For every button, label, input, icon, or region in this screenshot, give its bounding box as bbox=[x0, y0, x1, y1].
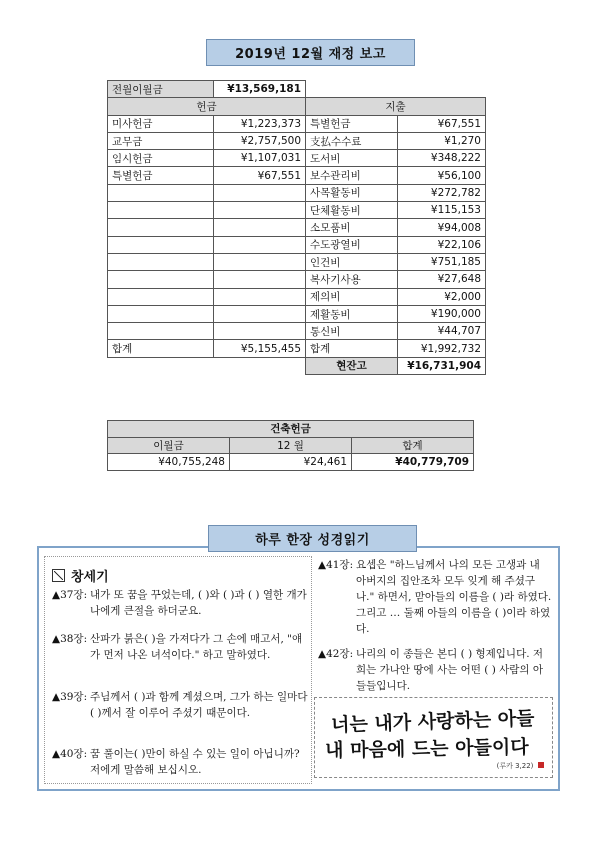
verse-label: ▲37장: bbox=[52, 589, 88, 601]
expense-label: 보수관리비 bbox=[306, 167, 398, 184]
building-value-month: ¥24,461 bbox=[230, 454, 352, 471]
income-value: ¥1,107,031 bbox=[214, 150, 306, 167]
calligraphy-art bbox=[315, 698, 550, 775]
empty-cell bbox=[214, 219, 306, 236]
expense-label: 제활동비 bbox=[306, 305, 398, 322]
building-header-carryover: 이월금 bbox=[108, 437, 230, 454]
empty-cell bbox=[108, 184, 214, 201]
verse-text: 내가 또 꿈을 꾸었는데, ( )와 ( )과 ( ) 열한 개가 나에게 큰절을 하더군요. bbox=[90, 589, 307, 617]
table-row bbox=[108, 305, 486, 322]
empty-cell bbox=[108, 219, 214, 236]
verse-item bbox=[318, 646, 552, 694]
income-value: ¥2,757,500 bbox=[214, 132, 306, 149]
empty-cell bbox=[108, 202, 214, 219]
verse-text: 산파가 붉은( )을 가져다가 그 손에 매고서, "얘가 먼저 나온 녀석이다." 하고 말하였다. bbox=[90, 633, 303, 661]
verse-text: 주님께서 ( )과 함께 계셨으며, 그가 하는 일마다 ( )께서 잘 이루어 주셨기 때문이다. bbox=[90, 691, 308, 719]
empty-cell bbox=[108, 236, 214, 253]
verse-item bbox=[52, 689, 308, 721]
verse-text: 꿈 풀이는( )만이 하실 수 있는 일이 아닙니까? 저에게 말씀해 보십시오. bbox=[90, 748, 300, 776]
verse-label: ▲40장: bbox=[52, 748, 88, 760]
verse-label: ▲41장: bbox=[318, 559, 354, 571]
building-fund-table bbox=[107, 420, 474, 471]
expense-label: 支払수수료 bbox=[306, 132, 398, 149]
empty-cell bbox=[214, 323, 306, 340]
book-name: 창세기 bbox=[71, 570, 109, 585]
table-row bbox=[108, 150, 486, 167]
expense-label: 인건비 bbox=[306, 253, 398, 270]
table-row bbox=[108, 167, 486, 184]
expense-label: 사목활동비 bbox=[306, 184, 398, 201]
empty-cell bbox=[214, 202, 306, 219]
table-row bbox=[108, 115, 486, 132]
empty-cell bbox=[214, 288, 306, 305]
building-header-total: 합계 bbox=[352, 437, 474, 454]
expense-label: 수도광열비 bbox=[306, 236, 398, 253]
empty-cell bbox=[108, 288, 214, 305]
expense-value: ¥115,153 bbox=[398, 202, 486, 219]
calligraphy-line-2: 내 마음에 드는 아들이다 bbox=[325, 736, 529, 762]
balance-label: 현잔고 bbox=[306, 357, 398, 374]
expense-label: 소모품비 bbox=[306, 219, 398, 236]
expense-value: ¥2,000 bbox=[398, 288, 486, 305]
expense-label: 단체활동비 bbox=[306, 202, 398, 219]
empty-cell bbox=[214, 184, 306, 201]
expense-label: 도서비 bbox=[306, 150, 398, 167]
expense-value: ¥272,782 bbox=[398, 184, 486, 201]
table-row bbox=[108, 271, 486, 288]
expense-value: ¥348,222 bbox=[398, 150, 486, 167]
income-label: 미사헌금 bbox=[108, 115, 214, 132]
empty-cell bbox=[214, 305, 306, 322]
verse-label: ▲38장: bbox=[52, 633, 88, 645]
calligraphy-line-1: 너는 내가 사랑하는 아들 bbox=[330, 707, 535, 737]
verse-item bbox=[318, 557, 552, 637]
expense-value: ¥22,106 bbox=[398, 236, 486, 253]
expense-value: ¥94,008 bbox=[398, 219, 486, 236]
calligraphy-reference: (루카 3,22) bbox=[496, 762, 534, 770]
income-label: 특별헌금 bbox=[108, 167, 214, 184]
carryover-label: 전월이월금 bbox=[108, 81, 214, 98]
expense-value: ¥1,270 bbox=[398, 132, 486, 149]
report-title: 2019년 12월 재정 보고 bbox=[206, 39, 415, 66]
expense-label: 제의비 bbox=[306, 288, 398, 305]
seal-stamp-icon bbox=[538, 762, 544, 768]
empty-cell bbox=[108, 271, 214, 288]
building-fund-title: 건축헌금 bbox=[108, 421, 474, 438]
table-row bbox=[108, 236, 486, 253]
table-row bbox=[108, 132, 486, 149]
table-row bbox=[108, 219, 486, 236]
checkbox-icon bbox=[52, 569, 65, 582]
carryover-value: ¥13,569,181 bbox=[214, 81, 306, 98]
income-label: 임시헌금 bbox=[108, 150, 214, 167]
book-heading bbox=[52, 566, 109, 585]
verse-label: ▲42장: bbox=[318, 648, 354, 660]
empty-cell bbox=[108, 323, 214, 340]
building-value-total: ¥40,779,709 bbox=[352, 454, 474, 471]
empty-cell bbox=[214, 236, 306, 253]
building-header-month: 12 월 bbox=[230, 437, 352, 454]
table-row bbox=[108, 288, 486, 305]
table-row bbox=[108, 253, 486, 270]
verse-label: ▲39장: bbox=[52, 691, 88, 703]
income-value: ¥67,551 bbox=[214, 167, 306, 184]
expense-total-value: ¥1,992,732 bbox=[398, 340, 486, 357]
empty-cell bbox=[214, 253, 306, 270]
expense-value: ¥56,100 bbox=[398, 167, 486, 184]
finance-table bbox=[107, 80, 486, 375]
verse-text: 나리의 이 종들은 본디 ( ) 형제입니다. 저희는 가나안 땅에 사는 어떤 ( ) 사람의 아들들입니다. bbox=[356, 648, 544, 692]
expense-value: ¥190,000 bbox=[398, 305, 486, 322]
expense-header: 지출 bbox=[306, 98, 486, 115]
income-total-value: ¥5,155,455 bbox=[214, 340, 306, 357]
expense-value: ¥751,185 bbox=[398, 253, 486, 270]
verse-item bbox=[52, 587, 308, 619]
table-row bbox=[108, 202, 486, 219]
verse-text: 요셉은 "하느님께서 나의 모든 고생과 내 아버지의 집안조차 모두 잊게 해 주셨구나." 하면서, 맏아들의 이름을 ( )라 하였다. 그리고 … 둘째 아들의 이름을 ( )이라 하였다. bbox=[356, 559, 552, 635]
income-value: ¥1,223,373 bbox=[214, 115, 306, 132]
expense-label: 통신비 bbox=[306, 323, 398, 340]
income-total-label: 합계 bbox=[108, 340, 214, 357]
empty-cell bbox=[108, 253, 214, 270]
expense-total-label: 합계 bbox=[306, 340, 398, 357]
calligraphy-image bbox=[314, 697, 553, 778]
empty-cell bbox=[108, 305, 214, 322]
empty-cell bbox=[214, 271, 306, 288]
expense-label: 특별헌금 bbox=[306, 115, 398, 132]
expense-label: 복사기사용 bbox=[306, 271, 398, 288]
expense-value: ¥67,551 bbox=[398, 115, 486, 132]
income-header: 헌금 bbox=[108, 98, 306, 115]
building-value-carryover: ¥40,755,248 bbox=[108, 454, 230, 471]
income-label: 교무금 bbox=[108, 132, 214, 149]
bible-reading-title: 하루 한장 성경읽기 bbox=[208, 525, 417, 552]
verse-item bbox=[52, 631, 308, 663]
verse-item bbox=[52, 746, 308, 778]
table-row bbox=[108, 323, 486, 340]
table-row bbox=[108, 184, 486, 201]
expense-value: ¥27,648 bbox=[398, 271, 486, 288]
expense-value: ¥44,707 bbox=[398, 323, 486, 340]
balance-value: ¥16,731,904 bbox=[398, 357, 486, 374]
